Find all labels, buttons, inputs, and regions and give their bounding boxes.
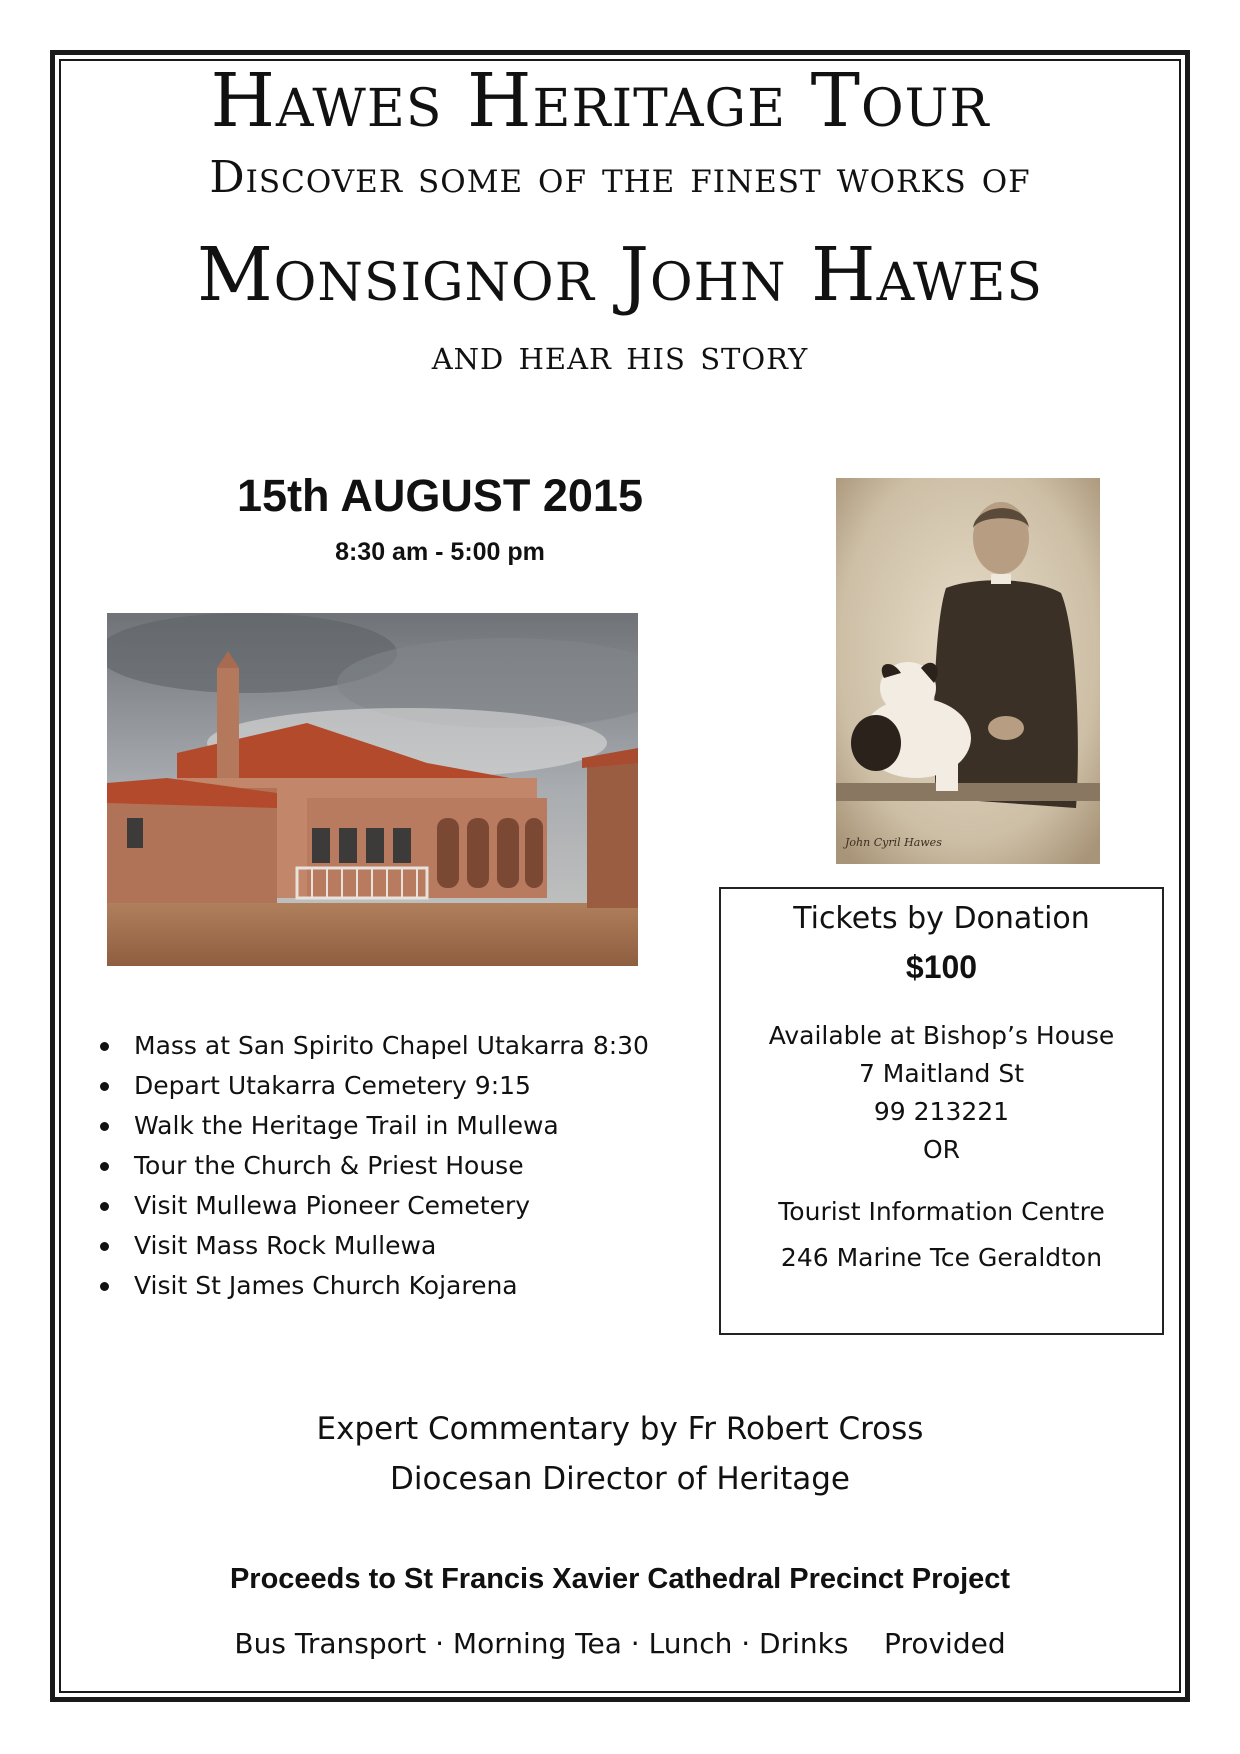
tickets-title: Tickets by Donation — [793, 901, 1090, 936]
event-time: 8:30 am - 5:00 pm — [335, 538, 545, 566]
list-item: Mass at San Spirito Chapel Utakarra 8:30 — [92, 1026, 649, 1066]
portrait-caption: John Cyril Hawes — [845, 836, 942, 849]
poster-title: Hawes Heritage Tour — [210, 58, 990, 144]
tickets-price: $100 — [905, 949, 978, 985]
list-item: Visit Mullewa Pioneer Cemetery — [92, 1186, 649, 1226]
tickets-centre-address: 246 Marine Tce Geraldton — [780, 1243, 1103, 1272]
tickets-or: OR — [922, 1135, 961, 1164]
provided-text: Bus Transport · Morning Tea · Lunch · Drinks Provided — [234, 1627, 1006, 1660]
portrait-photo — [836, 478, 1100, 864]
proceeds-text: Proceeds to St Francis Xavier Cathedral Precinct Project — [229, 1563, 1011, 1595]
list-item: Visit Mass Rock Mullewa — [92, 1226, 649, 1266]
bullet-icon — [100, 1242, 109, 1251]
tickets-centre: Tourist Information Centre — [778, 1197, 1105, 1226]
tickets-phone: 99 213221 — [873, 1097, 1010, 1126]
list-item: Tour the Church & Priest House — [92, 1146, 649, 1186]
bullet-icon — [100, 1042, 109, 1051]
bullet-icon — [100, 1202, 109, 1211]
tickets-address: 7 Maitland St — [858, 1059, 1025, 1088]
poster-name: Monsignor John Hawes — [196, 232, 1044, 318]
bullet-icon — [100, 1162, 109, 1171]
list-item: Depart Utakarra Cemetery 9:15 — [92, 1066, 649, 1106]
event-date: 15th AUGUST 2015 — [237, 470, 643, 521]
list-item: Walk the Heritage Trail in Mullewa — [92, 1106, 649, 1146]
activities-list — [92, 1026, 649, 1306]
tickets-available: Available at Bishop’s House — [768, 1021, 1115, 1050]
poster-tagline: and hear his story — [431, 330, 809, 379]
bullet-icon — [100, 1282, 109, 1291]
commentary-line-2: Diocesan Director of Heritage — [390, 1461, 850, 1497]
bullet-icon — [100, 1122, 109, 1131]
church-photo — [107, 613, 638, 966]
bullet-icon — [100, 1082, 109, 1091]
tickets-box — [719, 887, 1164, 1335]
commentary-line-1: Expert Commentary by Fr Robert Cross — [316, 1411, 924, 1447]
poster-subtitle: Discover some of the finest works of — [209, 152, 1031, 203]
list-item: Visit St James Church Kojarena — [92, 1266, 649, 1306]
